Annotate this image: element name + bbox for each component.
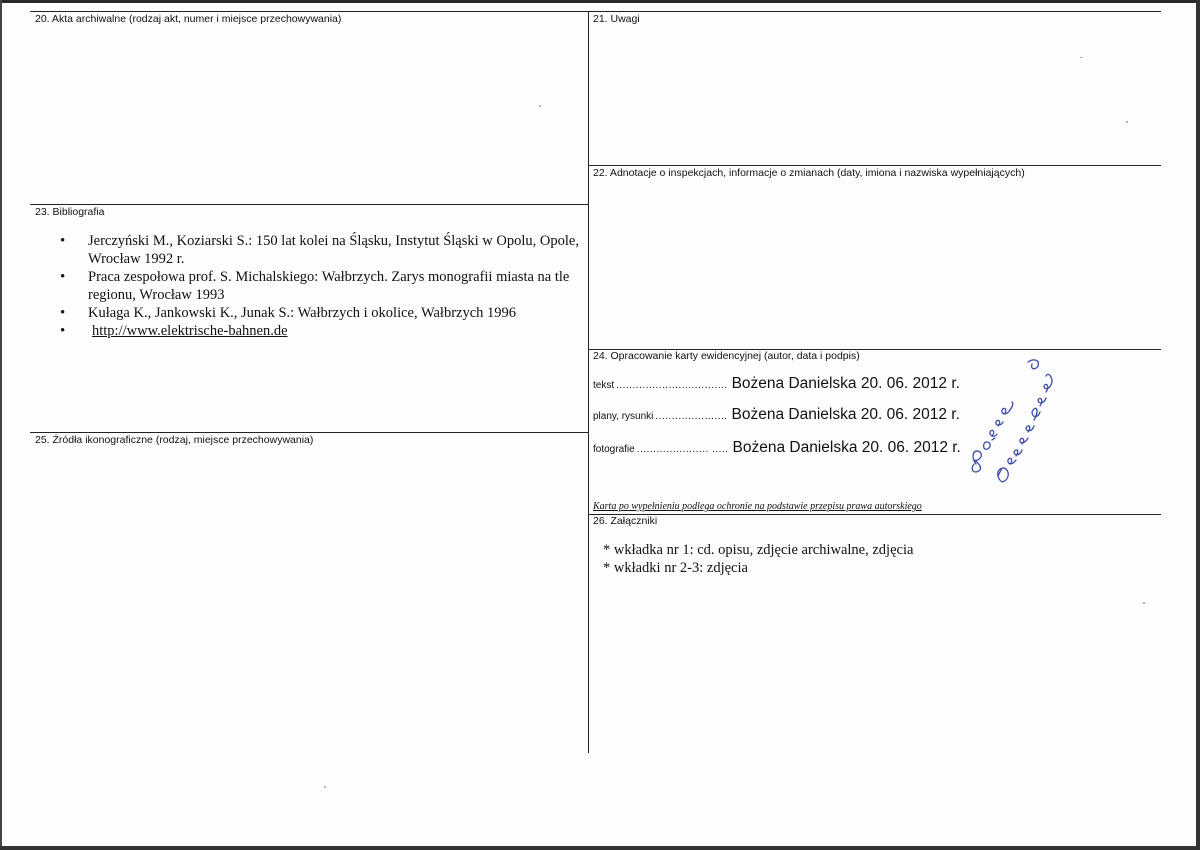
scan-edge-right	[1196, 0, 1200, 850]
section-26-label: 26. Załączniki	[593, 515, 658, 527]
author-role: plany, rysunki	[593, 411, 654, 422]
attachment-item: * wkładka nr 1: cd. opisu, zdjęcie archiwalne, zdjęcia	[603, 542, 914, 558]
section-25-label: 25. Źródła ikonograficzne (rodzaj, miejsce przechowywania)	[35, 434, 314, 446]
divider-20-23	[30, 204, 588, 205]
scan-speck	[1126, 121, 1128, 123]
divider-23-25	[30, 432, 588, 433]
scan-speck	[1080, 57, 1083, 58]
author-role: tekst	[593, 380, 615, 391]
author-row-plans	[593, 406, 960, 424]
author-row-photos	[593, 439, 961, 457]
section-21-label: 21. Uwagi	[593, 13, 640, 25]
attachments-list	[603, 541, 913, 577]
scan-edge-bottom	[0, 846, 1200, 850]
divider-21-22	[588, 165, 1161, 166]
attachment-item: * wkładki nr 2-3: zdjęcia	[603, 560, 748, 576]
bibliography-list	[60, 232, 580, 340]
author-role: fotografie	[593, 444, 635, 455]
scan-speck	[324, 786, 326, 788]
divider-top	[30, 11, 1161, 12]
author-value: Bożena Danielska 20. 06. 2012 r.	[731, 406, 960, 423]
scan-speck	[1143, 602, 1145, 604]
author-dots: ......................	[655, 411, 728, 422]
divider-center	[588, 11, 589, 753]
author-dots: ..................................	[616, 380, 728, 391]
author-value: Bożena Danielska 20. 06. 2012 r.	[732, 439, 961, 456]
divider-24-26	[588, 514, 1161, 515]
bibliography-item: • Kułaga K., Jankowski K., Junak S.: Wałbrzych i okolice, Wałbrzych 1996	[60, 304, 580, 322]
section-22-label: 22. Adnotacje o inspekcjach, informacje o zmianach (daty, imiona i nazwiska wypełniających)	[593, 167, 1025, 179]
author-row-text	[593, 375, 960, 393]
section-20-label: 20. Akta archiwalne (rodzaj akt, numer i miejsce przechowywania)	[35, 13, 342, 25]
bibliography-url-link[interactable]: http://www.elektrische-bahnen.de	[92, 323, 288, 339]
bibliography-item-url	[60, 322, 580, 340]
scan-edge-left	[0, 0, 2, 850]
bibliography-item: • Jerczyński M., Koziarski S.: 150 lat kolei na Śląsku, Instytut Śląski w Opolu, Opole, Wrocław 1992 r.	[60, 232, 580, 268]
author-value: Bożena Danielska 20. 06. 2012 r.	[731, 375, 960, 392]
bibliography-item: • Praca zespołowa prof. S. Michalskiego: Wałbrzych. Zarys monografii miasta na tle regionu, Wrocław 1993	[60, 268, 580, 304]
scan-speck	[539, 105, 541, 107]
handwritten-signature	[962, 352, 1058, 488]
copyright-note: Karta po wypełnieniu podlega ochronie na podstawie przepisu prawa autorskiego	[593, 501, 922, 512]
section-24-label: 24. Opracowanie karty ewidencyjnej (autor, data i podpis)	[593, 350, 860, 362]
scan-edge-top	[0, 0, 1200, 3]
author-dots: ...................... .....	[636, 444, 729, 455]
section-23-label: 23. Bibliografia	[35, 206, 105, 218]
